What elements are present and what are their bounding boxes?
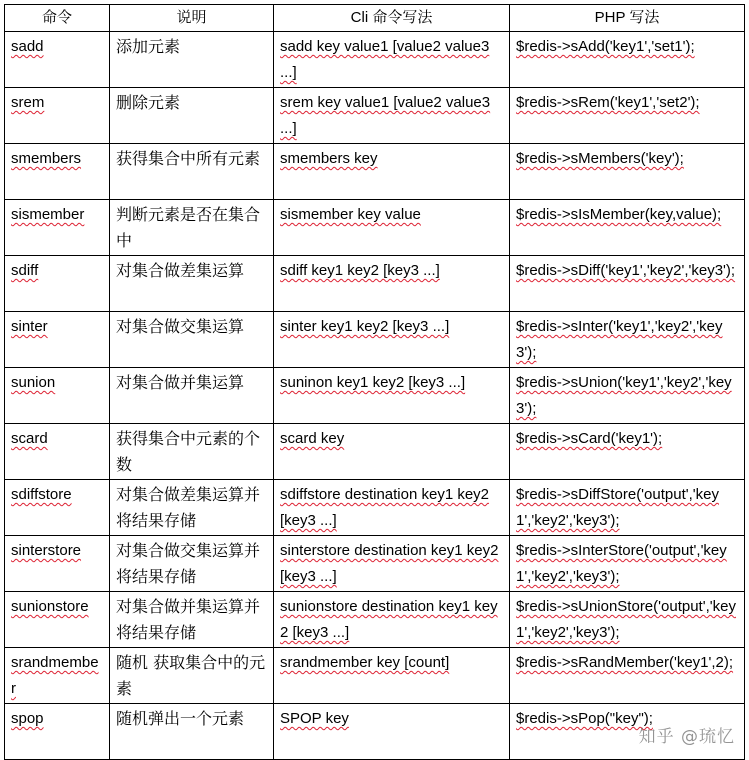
cli-cell [274,200,510,256]
command-cell-text: spop [11,710,44,727]
php-cell [510,480,745,536]
description-cell [110,424,274,480]
cli-cell [274,32,510,88]
cli-cell-text: scard key [280,430,345,447]
cli-cell [274,424,510,480]
table-row [5,32,745,88]
php-cell [510,32,745,88]
table-row [5,592,745,648]
command-cell [5,144,110,200]
description-cell [110,200,274,256]
cli-cell [274,144,510,200]
command-cell [5,32,110,88]
php-cell-text: $redis->sUnionStore('output','key1','key2','key3'); [516,598,736,641]
cli-cell-text: sdiffstore destination key1 key2 [key3 ...] [280,486,490,529]
command-cell [5,480,110,536]
description-cell [110,312,274,368]
php-cell-text: $redis->sIsMember(key,value); [516,206,722,223]
table-row [5,256,745,312]
table-row [5,144,745,200]
description-cell-text: 判断元素是否在集合中 [116,205,261,250]
command-cell-text: sunion [11,374,56,391]
description-cell-text: 对集合做差集运算并将结果存储 [116,485,261,530]
table-row [5,424,745,480]
command-cell [5,88,110,144]
php-cell [510,200,745,256]
command-cell-text: sdiffstore [11,486,72,503]
php-cell-text: $redis->sInter('key1','key2','key3'); [516,318,723,361]
header-description: 说明 [110,5,274,32]
php-cell [510,368,745,424]
cli-cell [274,256,510,312]
description-cell-text: 获得集合中元素的个数 [116,429,261,474]
command-cell [5,424,110,480]
php-cell [510,312,745,368]
command-cell [5,592,110,648]
cli-cell [274,88,510,144]
description-cell-text: 对集合做并集运算 [116,373,245,392]
table-row [5,368,745,424]
cli-cell [274,648,510,704]
header-command: 命令 [5,5,110,32]
description-cell-text: 删除元素 [116,93,181,112]
cli-cell [274,312,510,368]
cli-cell-text: sinter key1 key2 [key3 ...] [280,318,450,335]
php-cell [510,536,745,592]
php-cell-text: $redis->sMembers('key'); [516,150,684,167]
cli-cell-text: srandmember key [count] [280,654,450,671]
php-cell-text: $redis->sInterStore('output','key1','key2','key3'); [516,542,727,585]
cli-cell-text: srem key value1 [value2 value3 ...] [280,94,491,137]
description-cell [110,88,274,144]
cli-cell [274,592,510,648]
command-cell [5,256,110,312]
description-cell-text: 随机 获取集合中的元素 [116,653,266,698]
cli-cell-text: sadd key value1 [value2 value3 ...] [280,38,490,81]
header-cli: Cli 命令写法 [274,5,510,32]
command-cell-text: sunionstore [11,598,89,615]
table-row [5,648,745,704]
cli-cell-text: sdiff key1 key2 [key3 ...] [280,262,440,279]
php-cell [510,256,745,312]
cli-cell [274,368,510,424]
description-cell [110,704,274,760]
php-cell-text: $redis->sUnion('key1','key2','key3'); [516,374,732,417]
description-cell-text: 添加元素 [116,37,181,56]
description-cell [110,368,274,424]
command-cell [5,368,110,424]
table-row [5,536,745,592]
command-cell [5,200,110,256]
command-cell-text: srem [11,94,45,111]
php-cell [510,144,745,200]
table-row [5,480,745,536]
redis-set-commands-table [4,4,745,760]
cli-cell-text: sinterstore destination key1 key2 [key3 ...] [280,542,499,585]
cli-cell [274,704,510,760]
header-row [5,5,745,32]
description-cell [110,32,274,88]
description-cell-text: 对集合做交集运算并将结果存储 [116,541,261,586]
command-cell-text: srandmember [11,654,99,697]
description-cell-text: 对集合做并集运算并将结果存储 [116,597,261,642]
cli-cell-text: suninon key1 key2 [key3 ...] [280,374,466,391]
table-row [5,88,745,144]
header-php: PHP 写法 [510,5,745,32]
php-cell-text: $redis->sRandMember('key1',2); [516,654,734,671]
description-cell [110,144,274,200]
description-cell [110,592,274,648]
description-cell [110,536,274,592]
description-cell-text: 随机弹出一个元素 [116,709,245,728]
cli-cell-text: sismember key value [280,206,421,223]
description-cell-text: 获得集合中所有元素 [116,149,261,168]
php-cell [510,424,745,480]
description-cell-text: 对集合做交集运算 [116,317,245,336]
php-cell-text: $redis->sDiffStore('output','key1','key2','key3'); [516,486,719,529]
php-cell-text: $redis->sRem('key1','set2'); [516,94,700,111]
command-cell [5,536,110,592]
description-cell [110,648,274,704]
command-cell-text: sinterstore [11,542,82,559]
command-cell [5,648,110,704]
description-cell [110,256,274,312]
command-cell-text: sinter [11,318,48,335]
php-cell [510,648,745,704]
command-cell [5,312,110,368]
php-cell-text: $redis->sPop("key"); [516,710,653,727]
cli-cell-text: smembers key [280,150,378,167]
cli-cell [274,536,510,592]
table-row [5,704,745,760]
php-cell-text: $redis->sCard('key1'); [516,430,663,447]
description-cell [110,480,274,536]
command-cell-text: sdiff [11,262,39,279]
cli-cell [274,480,510,536]
php-cell-text: $redis->sAdd('key1','set1'); [516,38,695,55]
command-cell [5,704,110,760]
command-cell-text: scard [11,430,48,447]
table-row [5,200,745,256]
watermark: 知乎 @琉忆 [638,727,735,747]
cli-cell-text: SPOP key [280,710,349,727]
php-cell [510,88,745,144]
description-cell-text: 对集合做差集运算 [116,261,245,280]
php-cell [510,592,745,648]
command-cell-text: sismember [11,206,85,223]
command-cell-text: smembers [11,150,82,167]
php-cell-text: $redis->sDiff('key1','key2','key3'); [516,262,736,279]
table-row [5,312,745,368]
cli-cell-text: sunionstore destination key1 key2 [key3 ...] [280,598,498,641]
command-cell-text: sadd [11,38,44,55]
